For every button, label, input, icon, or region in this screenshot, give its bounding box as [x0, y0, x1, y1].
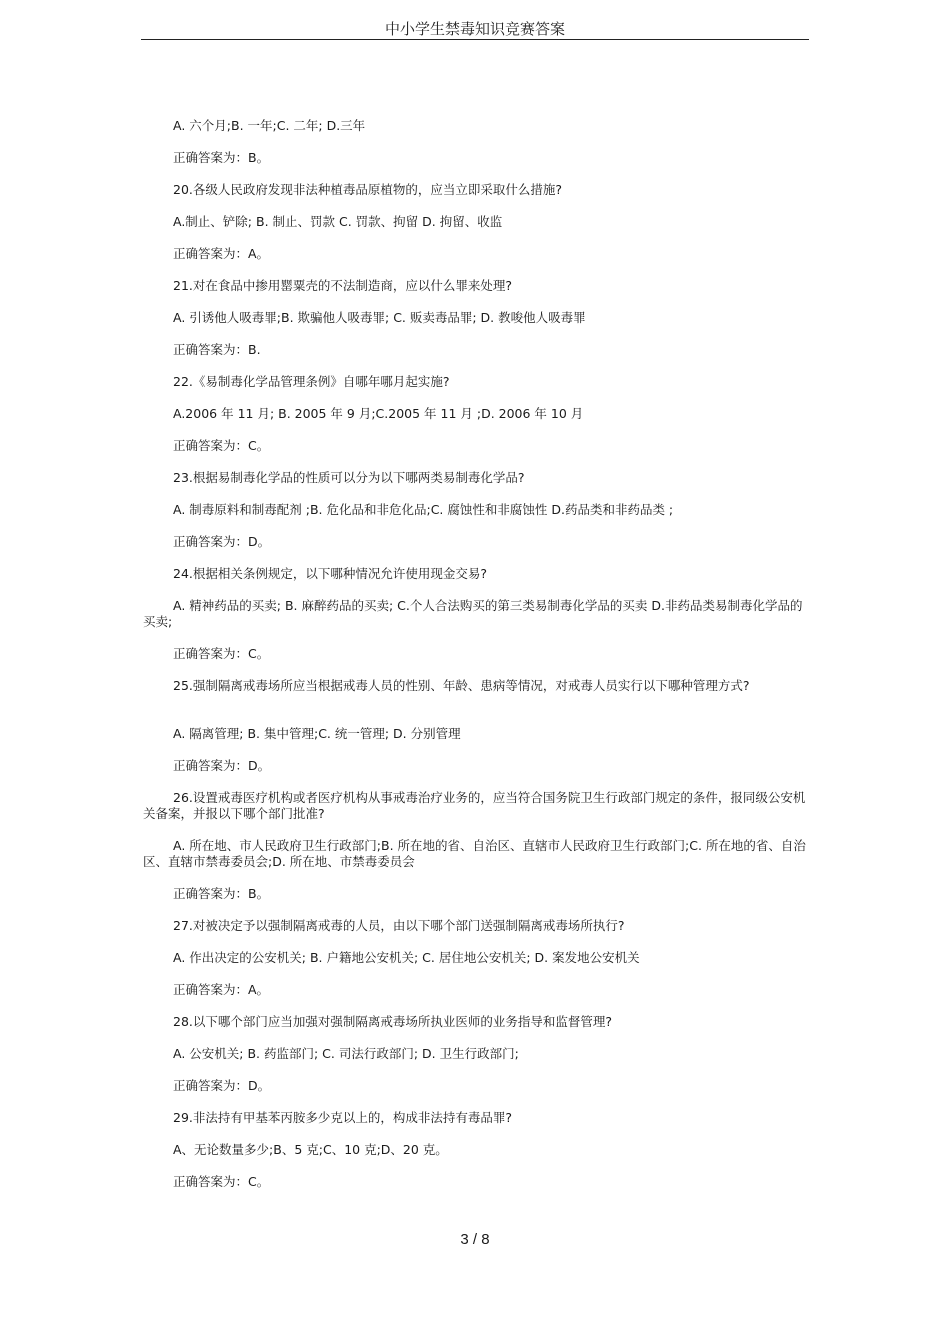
- question-22: 22.《易制毒化学品管理条例》自哪年哪月起实施?: [173, 374, 450, 389]
- question-23: 23.根据易制毒化学品的性质可以分为以下哪两类易制毒化学品?: [173, 470, 525, 485]
- question-24-answer: 正确答案为：C。: [173, 646, 270, 661]
- question-25-options: A. 隔离管理; B. 集中管理;C. 统一管理; D. 分别管理: [173, 726, 461, 741]
- question-29-answer: 正确答案为：C。: [173, 1174, 270, 1189]
- question-28-options: A. 公安机关; B. 药监部门; C. 司法行政部门; D. 卫生行政部门;: [173, 1046, 519, 1061]
- header-divider: [141, 39, 809, 40]
- question-26-answer: 正确答案为：B。: [173, 886, 270, 901]
- question-21-options: A. 引诱他人吸毒罪;B. 欺骗他人吸毒罪; C. 贩卖毒品罪; D. 教唆他人吸毒罪: [173, 310, 586, 325]
- question-22-options: A.2006 年 11 月; B. 2005 年 9 月;C.2005 年 11 月 ;D. 2006 年 10 月: [173, 406, 584, 421]
- question-24-options: A. 精神药品的买卖; B. 麻醉药品的买卖; C.个人合法购买的第三类易制毒化学品的买卖 D.非药品类易制毒化学品的买卖;: [143, 598, 803, 629]
- question-23-answer: 正确答案为：D。: [173, 534, 271, 549]
- question-21-answer: 正确答案为：B.: [173, 342, 261, 357]
- page-number: 3 / 8: [460, 1231, 490, 1248]
- page-header-title: 中小学生禁毒知识竞赛答案: [384, 20, 565, 38]
- question-27-answer: 正确答案为：A。: [173, 982, 270, 997]
- question-23-options: A. 制毒原料和制毒配剂 ;B. 危化品和非危化品;C. 腐蚀性和非腐蚀性 D.药品类和非药品类 ;: [173, 502, 674, 517]
- question-28-answer: 正确答案为：D。: [173, 1078, 271, 1093]
- question-19-answer: 正确答案为：B。: [173, 150, 270, 165]
- question-21: 21.对在食品中掺用罂粟壳的不法制造商，应以什么罪来处理?: [173, 278, 513, 293]
- question-26-options: A. 所在地、市人民政府卫生行政部门;B. 所在地的省、自治区、直辖市人民政府卫生行政部门;C. 所在地的省、自治区、直辖市禁毒委员会;D. 所在地、市禁毒委员会: [143, 838, 806, 869]
- question-20-options: A.制止、铲除; B. 制止、罚款 C. 罚款、拘留 D. 拘留、收监: [173, 214, 503, 229]
- question-25-answer: 正确答案为：D。: [173, 758, 271, 773]
- question-24: 24.根据相关条例规定，以下哪种情况允许使用现金交易?: [173, 566, 488, 581]
- question-29: 29.非法持有甲基苯丙胺多少克以上的，构成非法持有毒品罪?: [173, 1110, 513, 1125]
- question-29-options: A、无论数量多少;B、5 克;C、10 克;D、20 克。: [173, 1142, 448, 1157]
- question-27: 27.对被决定予以强制隔离戒毒的人员，由以下哪个部门送强制隔离戒毒场所执行?: [173, 918, 625, 933]
- question-28: 28.以下哪个部门应当加强对强制隔离戒毒场所执业医师的业务指导和监督管理?: [173, 1014, 613, 1029]
- question-26: 26.设置戒毒医疗机构或者医疗机构从事戒毒治疗业务的，应当符合国务院卫生行政部门规定的条件，报同级公安机关备案，并报以下哪个部门批准?: [143, 790, 806, 821]
- question-19-options: A. 六个月;B. 一年;C. 二年; D.三年: [173, 118, 366, 133]
- question-22-answer: 正确答案为：C。: [173, 438, 270, 453]
- question-20: 20.各级人民政府发现非法种植毒品原植物的，应当立即采取什么措施?: [173, 182, 563, 197]
- question-25: 25.强制隔离戒毒场所应当根据戒毒人员的性别、年龄、患病等情况，对戒毒人员实行以下哪种管理方式?: [173, 678, 750, 693]
- question-27-options: A. 作出决定的公安机关; B. 户籍地公安机关; C. 居住地公安机关; D. 案发地公安机关: [173, 950, 640, 965]
- question-20-answer: 正确答案为：A。: [173, 246, 270, 261]
